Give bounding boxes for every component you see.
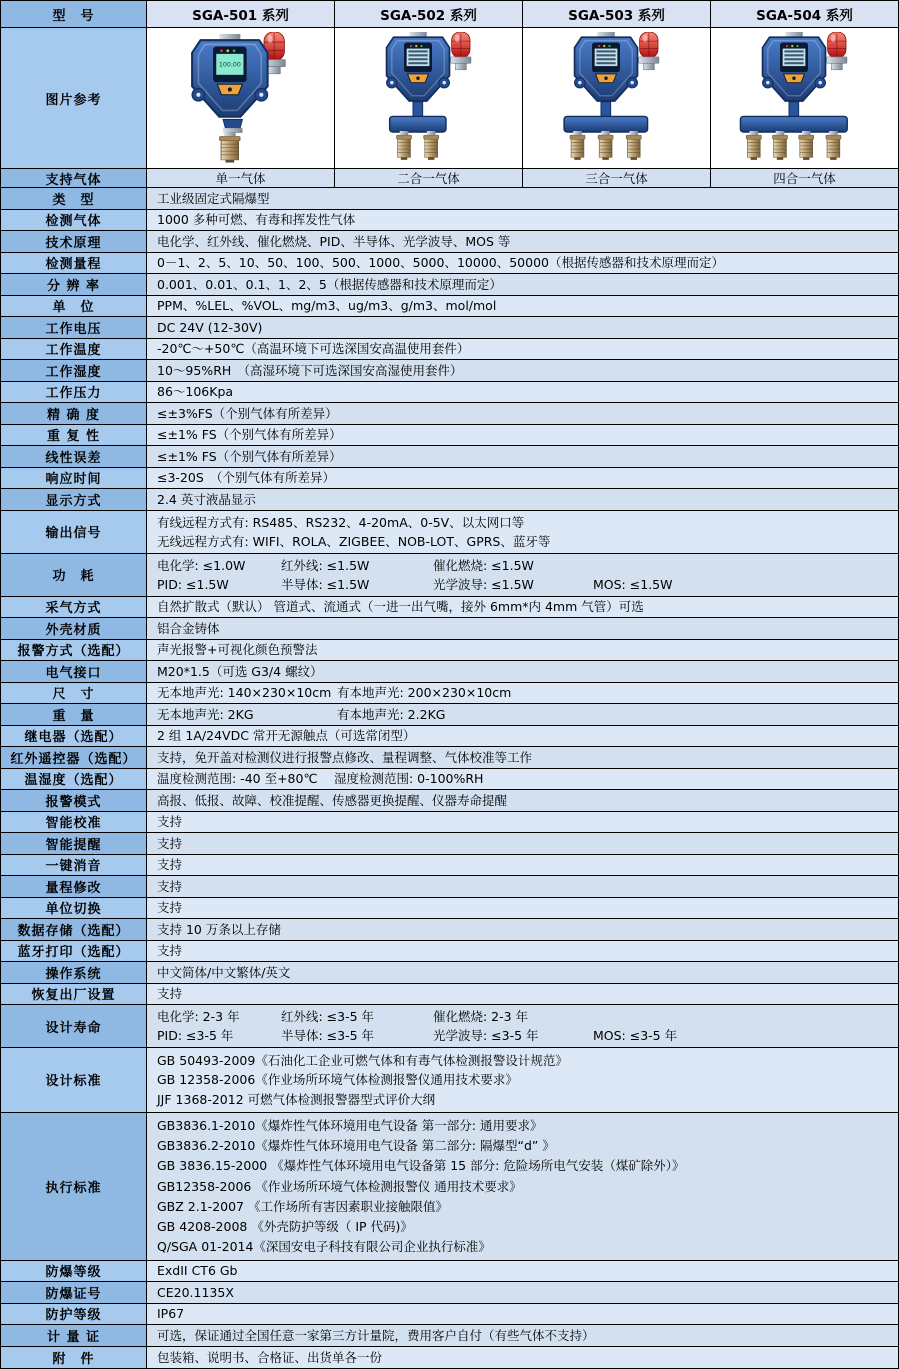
spec-row-value (147, 1347, 898, 1369)
spec-line: ExdII CT6 Gb (157, 1263, 238, 1279)
spec-row-value (147, 855, 898, 876)
spec-line: Q/SGA 01-2014《深国安电子科技有限公司企业执行标准》 (157, 1239, 491, 1255)
spec-row-value (147, 597, 898, 618)
spec-row (1, 339, 898, 361)
spec-row-value (147, 1113, 898, 1260)
spec-line: 工业级固定式隔爆型 (157, 190, 270, 206)
spec-line-part: 光学波导: ≤3-5 年 (433, 1028, 539, 1043)
spec-row (1, 683, 898, 705)
spec-line-part: 无本地声光: 140×230×10cm (157, 685, 332, 701)
spec-row-value (147, 554, 898, 596)
model-header-sga-501: SGA-501 系列 (147, 1, 335, 27)
spec-row-label: 类 型 (1, 188, 147, 209)
spec-row (1, 1261, 898, 1283)
spec-row (1, 511, 898, 554)
spec-row-value (147, 1005, 898, 1047)
spec-row-value (147, 489, 898, 510)
spec-row-label: 防护等级 (1, 1304, 147, 1325)
spec-row-label: 重 复 性 (1, 425, 147, 446)
spec-row-label: 单 位 (1, 296, 147, 317)
spec-row (1, 726, 898, 748)
spec-row-value (147, 1048, 898, 1112)
spec-line: 支持 (157, 900, 183, 916)
spec-row-value (147, 317, 898, 338)
spec-line: CE20.1135X (157, 1284, 234, 1300)
spec-line: 0－1、2、5、10、50、100、500、1000、5000、10000、50000（根据传感器和技术原理而定） (157, 255, 724, 271)
spec-row-value (147, 468, 898, 489)
spec-line-part: 无本地声光: 2KG (157, 706, 254, 722)
spec-row (1, 403, 898, 425)
spec-line (157, 577, 898, 592)
spec-line: 温度检测范围: -40 至+80℃ 湿度检测范围: 0-100%RH (157, 771, 484, 787)
spec-row-label: 防爆等级 (1, 1261, 147, 1282)
spec-row-label: 线性误差 (1, 446, 147, 467)
spec-row-value (147, 274, 898, 295)
model-header-sga-503: SGA-503 系列 (523, 1, 711, 27)
spec-row-label: 工作温度 (1, 339, 147, 360)
spec-line: ≤3-20S （个别气体有所差异） (157, 470, 336, 486)
spec-row-value (147, 446, 898, 467)
spec-row-label: 功 耗 (1, 554, 147, 596)
spec-row (1, 296, 898, 318)
spec-row (1, 1325, 898, 1347)
spec-row-value (147, 683, 898, 704)
spec-row-value (147, 382, 898, 403)
spec-line: 支持 (157, 943, 183, 959)
spec-row-value (147, 618, 898, 639)
spec-row-label: 蓝牙打印（选配） (1, 941, 147, 962)
spec-row-value (147, 403, 898, 424)
spec-line: ≤±3%FS（个别气体有所差异） (157, 405, 338, 421)
spec-row-label: 执行标准 (1, 1113, 147, 1260)
spec-row-value (147, 812, 898, 833)
spec-row-label: 设计寿命 (1, 1005, 147, 1047)
spec-row-value (147, 1325, 898, 1346)
spec-row (1, 876, 898, 898)
spec-row-label: 量程修改 (1, 876, 147, 897)
spec-line: 支持 (157, 986, 183, 1002)
spec-row (1, 640, 898, 662)
spec-rows (1, 188, 898, 1368)
spec-row-label: 防爆证号 (1, 1282, 147, 1303)
spec-row-value (147, 962, 898, 983)
spec-line: 86～106Kpa (157, 384, 234, 400)
spec-line-part: MOS: ≤1.5W (593, 576, 673, 592)
spec-row-label: 采气方式 (1, 597, 147, 618)
gas-detector-quad-illustration (711, 32, 898, 164)
spec-line: GB 50493-2009《石油化工企业可燃气体和有毒气体检测报警设计规范》 (157, 1052, 568, 1068)
spec-row-value (147, 898, 898, 919)
spec-row (1, 704, 898, 726)
spec-row-label: 附 件 (1, 1347, 147, 1369)
spec-row (1, 317, 898, 339)
spec-row-value (147, 833, 898, 854)
spec-row-value (147, 253, 898, 274)
spec-line: 无线远程方式有: WIFI、ROLA、ZIGBEE、NOB-LOT、GPRS、蓝牙等 (157, 533, 551, 549)
spec-line: M20*1.5（可选 G3/4 螺纹） (157, 663, 323, 679)
spec-row (1, 747, 898, 769)
spec-row (1, 1113, 898, 1261)
spec-line-part: MOS: ≤3-5 年 (593, 1028, 678, 1043)
spec-row-value (147, 704, 898, 725)
spec-line: GB 4208-2008 《外壳防护等级（ IP 代码)》 (157, 1219, 413, 1234)
spec-row-label: 响应时间 (1, 468, 147, 489)
spec-row-value (147, 726, 898, 747)
gas-value-sga-501: 单一气体 (147, 169, 335, 187)
spec-line: 中文简体/中文繁体/英文 (157, 964, 291, 980)
spec-row (1, 1304, 898, 1326)
image-row-label: 图片参考 (1, 28, 147, 168)
spec-line: 2 组 1A/24VDC 常开无源触点（可选常闭型） (157, 728, 416, 744)
spec-row-label: 检测气体 (1, 210, 147, 231)
gas-row (1, 169, 898, 188)
spec-line: 声光报警+可视化颜色预警法 (157, 642, 318, 658)
product-image-sga-503 (523, 28, 711, 168)
spec-row (1, 554, 898, 597)
spec-row-label: 报警方式（选配） (1, 640, 147, 661)
spec-line: 可选，保证通过全国任意一家第三方计量院，费用客户自付（有些气体不支持） (157, 1327, 595, 1343)
spec-row (1, 941, 898, 963)
spec-line (157, 1028, 898, 1043)
spec-row (1, 360, 898, 382)
spec-row-value (147, 941, 898, 962)
spec-line-part: 半导体: ≤1.5W (281, 576, 370, 592)
spec-line (157, 1009, 898, 1024)
spec-row (1, 425, 898, 447)
gas-row-label: 支持气体 (1, 169, 147, 187)
spec-line: -20℃～+50℃（高温环境下可选深国安高温使用套件） (157, 341, 470, 357)
model-header-sga-502: SGA-502 系列 (335, 1, 523, 27)
spec-row-label: 显示方式 (1, 489, 147, 510)
spec-line: PPM、%LEL、%VOL、mg/m3、ug/m3、g/m3、mol/mol (157, 298, 497, 314)
spec-line-part: 有本地声光: 200×230×10cm (337, 685, 512, 701)
spec-row-value (147, 1304, 898, 1325)
spec-line: 有线远程方式有: RS485、RS232、4-20mA、0-5V、以太网口等 (157, 514, 525, 530)
spec-row-label: 重 量 (1, 704, 147, 725)
header-row (1, 1, 898, 28)
spec-row (1, 253, 898, 275)
spec-row-label: 继电器（选配） (1, 726, 147, 747)
spec-line: JJF 1368-2012 可燃气体检测报警器型式评价大纲 (157, 1091, 436, 1107)
spec-row-value (147, 876, 898, 897)
spec-row-value (147, 511, 898, 553)
gas-detector-triple-illustration (523, 32, 710, 164)
product-image-sga-504 (711, 28, 898, 168)
spec-line: 高报、低报、故障、校准提醒、传感器更换提醒、仪器寿命提醒 (157, 792, 508, 808)
spec-line: 支持 10 万条以上存储 (157, 921, 281, 937)
product-image-sga-502 (335, 28, 523, 168)
spec-line: 2.4 英寸液晶显示 (157, 491, 256, 507)
spec-row-value (147, 1261, 898, 1282)
gas-value-sga-502: 二合一气体 (335, 169, 523, 187)
spec-line: 电化学、红外线、催化燃烧、PID、半导体、光学波导、MOS 等 (157, 233, 511, 249)
spec-line: GB12358-2006 《作业场所环境气体检测报警仪 通用技术要求》 (157, 1178, 522, 1194)
spec-row (1, 919, 898, 941)
spec-row (1, 210, 898, 232)
spec-line: 1000 多种可燃、有毒和挥发性气体 (157, 212, 356, 228)
spec-line-part: 催化燃烧: ≤1.5W (433, 557, 534, 573)
spec-row-value (147, 231, 898, 252)
spec-line-part: 红外线: ≤3-5 年 (281, 1009, 375, 1024)
spec-row-label: 分 辨 率 (1, 274, 147, 295)
spec-row-value (147, 339, 898, 360)
spec-line: 支持 (157, 835, 183, 851)
spec-line-part: 红外线: ≤1.5W (281, 557, 370, 573)
header-label: 型 号 (1, 1, 147, 27)
spec-line-part: PID: ≤1.5W (157, 576, 229, 592)
product-image-sga-501 (147, 28, 335, 168)
spec-row (1, 984, 898, 1006)
spec-row (1, 833, 898, 855)
spec-row-label: 数据存储（选配） (1, 919, 147, 940)
spec-row (1, 855, 898, 877)
gas-detector-single-illustration (147, 32, 334, 164)
spec-row-label: 工作压力 (1, 382, 147, 403)
gas-detector-dual-illustration (335, 32, 522, 164)
spec-line-part: 电化学: 2-3 年 (157, 1009, 240, 1024)
spec-row-label: 智能提醒 (1, 833, 147, 854)
spec-row-value (147, 188, 898, 209)
spec-row-label: 精 确 度 (1, 403, 147, 424)
spec-row (1, 188, 898, 210)
spec-row-label: 红外遥控器（选配） (1, 747, 147, 768)
spec-line: ≤±1% FS（个别气体有所差异） (157, 427, 342, 443)
spec-row-label: 操作系统 (1, 962, 147, 983)
spec-line (157, 685, 898, 700)
spec-line (157, 558, 898, 573)
spec-line: 铝合金铸体 (157, 620, 220, 636)
spec-row-label: 工作电压 (1, 317, 147, 338)
spec-row-label: 设计标准 (1, 1048, 147, 1112)
spec-line: 0.001、0.01、0.1、1、2、5（根据传感器和技术原理而定） (157, 276, 502, 292)
spec-row (1, 274, 898, 296)
gas-value-sga-504: 四合一气体 (711, 169, 898, 187)
spec-row (1, 962, 898, 984)
spec-line: GB 12358-2006《作业场所环境气体检测报警仪通用技术要求》 (157, 1072, 518, 1088)
spec-row (1, 769, 898, 791)
spec-line: IP67 (157, 1306, 185, 1322)
spec-row-value (147, 296, 898, 317)
spec-row-value (147, 640, 898, 661)
spec-row-label: 温湿度（选配） (1, 769, 147, 790)
spec-row (1, 661, 898, 683)
spec-line: ≤±1% FS（个别气体有所差异） (157, 448, 342, 464)
spec-line: 支持，免开盖对检测仪进行报警点修改、量程调整、气体校准等工作 (157, 749, 533, 765)
spec-row-label: 技术原理 (1, 231, 147, 252)
spec-row (1, 382, 898, 404)
spec-row-label: 恢复出厂设置 (1, 984, 147, 1005)
spec-row (1, 1282, 898, 1304)
spec-line: 包装箱、说明书、合格证、出货单各一份 (157, 1349, 383, 1365)
spec-row (1, 1347, 898, 1369)
spec-row-value (147, 1282, 898, 1303)
spec-line-part: 电化学: ≤1.0W (157, 557, 246, 573)
spec-line: 自然扩散式（默认） 管道式、流通式（一进一出气嘴，接外 6mm*内 4mm 气管）可选 (157, 599, 644, 615)
spec-line: 支持 (157, 857, 183, 873)
gas-value-sga-503: 三合一气体 (523, 169, 711, 187)
spec-row (1, 446, 898, 468)
spec-row-value (147, 747, 898, 768)
spec-row-value (147, 360, 898, 381)
spec-line-part: 半导体: ≤3-5 年 (281, 1028, 375, 1043)
spec-line: GBZ 2.1-2007 《工作场所有害因素职业接触限值》 (157, 1198, 448, 1214)
spec-line: GB 3836.15-2000 《爆炸性气体环境用电气设备第 15 部分: 危险场所电气安装（煤矿除外）》 (157, 1158, 685, 1174)
spec-row-label: 检测量程 (1, 253, 147, 274)
spec-row (1, 898, 898, 920)
spec-line-part: 有本地声光: 2.2KG (337, 706, 446, 722)
spec-row-label: 尺 寸 (1, 683, 147, 704)
spec-row-value (147, 790, 898, 811)
spec-line: DC 24V (12-30V) (157, 319, 263, 335)
spec-row (1, 597, 898, 619)
spec-line: 支持 (157, 814, 183, 830)
spec-line (157, 707, 898, 722)
spec-row (1, 790, 898, 812)
spec-row-label: 单位切换 (1, 898, 147, 919)
spec-row-label: 输出信号 (1, 511, 147, 553)
spec-row (1, 231, 898, 253)
spec-row-value (147, 984, 898, 1005)
spec-row-value (147, 919, 898, 940)
spec-row-label: 一键消音 (1, 855, 147, 876)
spec-line: GB3836.1-2010《爆炸性气体环境用电气设备 第一部分: 通用要求》 (157, 1117, 543, 1133)
image-row (1, 28, 898, 169)
spec-line-part: PID: ≤3-5 年 (157, 1028, 234, 1043)
spec-row-label: 工作湿度 (1, 360, 147, 381)
spec-line-part: 催化燃烧: 2-3 年 (433, 1009, 529, 1024)
model-header-sga-504: SGA-504 系列 (711, 1, 898, 27)
spec-row (1, 618, 898, 640)
header-cells (147, 1, 898, 27)
spec-row (1, 489, 898, 511)
spec-row-value (147, 425, 898, 446)
spec-row-label: 智能校准 (1, 812, 147, 833)
spec-line: 10～95%RH （高湿环境下可选深国安高湿使用套件） (157, 362, 463, 378)
spec-row-value (147, 210, 898, 231)
spec-row (1, 1048, 898, 1113)
spec-row-value (147, 661, 898, 682)
spec-row-label: 计 量 证 (1, 1325, 147, 1346)
spec-row-label: 报警模式 (1, 790, 147, 811)
spec-line-part: 光学波导: ≤1.5W (433, 576, 534, 592)
spec-row (1, 812, 898, 834)
spec-line: GB3836.2-2010《爆炸性气体环境用电气设备 第二部分: 隔爆型“d” 》 (157, 1138, 555, 1153)
spec-row-label: 外壳材质 (1, 618, 147, 639)
spec-row (1, 1005, 898, 1048)
spec-line: 支持 (157, 878, 183, 894)
spec-row-label: 电气接口 (1, 661, 147, 682)
spec-row-value (147, 769, 898, 790)
spec-row (1, 468, 898, 490)
